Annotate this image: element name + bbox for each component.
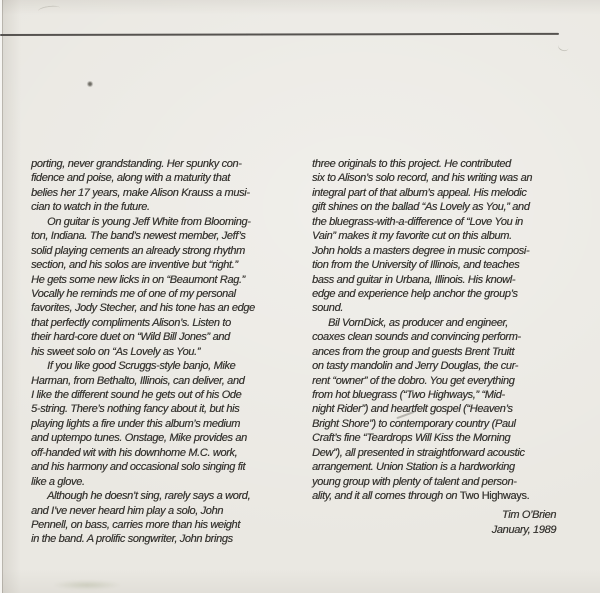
scan-smudge-top xyxy=(38,5,61,15)
text-line: integral part of that album’s appeal. His melodic xyxy=(312,186,527,199)
text-line: Bil VornDick, as producer and engineer, xyxy=(328,316,508,329)
text-line: Bright Shore”) to contemporary country (Paul xyxy=(312,417,516,430)
text-line: off-handed wit with his downhome M.C. work, xyxy=(31,446,238,459)
album-title-roman: Two Highways. xyxy=(459,490,530,503)
signature-block xyxy=(312,508,570,538)
text-line: arrangement. Union Station is a hardworking xyxy=(312,461,515,474)
text-line: six to Alison’s solo record, and his writing was an xyxy=(312,172,532,185)
paragraph xyxy=(312,157,570,316)
paragraph xyxy=(312,316,570,504)
page-edge-line xyxy=(2,0,3,593)
text-line: belies her 17 years, make Alison Krauss a musi- xyxy=(31,186,250,199)
text-line: sound. xyxy=(312,302,343,315)
text-line: young group with plenty of talent and person- xyxy=(312,475,517,488)
dust-speck xyxy=(86,80,94,88)
right-column xyxy=(312,157,570,538)
text-line: from hot bluegrass (“Two Highways,” “Mid- xyxy=(312,389,505,401)
text-line: like a glove. xyxy=(31,475,85,488)
scan-smudge-corner xyxy=(557,41,570,53)
paragraph xyxy=(31,489,289,547)
scan-stain-bottom xyxy=(52,580,122,590)
paragraph xyxy=(31,157,289,215)
text-line: Craft’s fine “Teardrops Will Kiss the Morning xyxy=(312,432,511,445)
text-line: their hard-core duet on “Wild Bill Jones” and xyxy=(31,331,230,344)
text-line: Vain” makes it my favorite cut on this album. xyxy=(312,230,512,243)
text-line: ances from the group and guests Brent Truitt xyxy=(312,345,515,358)
paragraph xyxy=(31,215,289,359)
top-rule xyxy=(0,33,559,36)
text-line: the bluegrass-with-a-difference of “Love You in xyxy=(312,215,523,228)
left-column xyxy=(31,157,289,547)
signature-date: January, 1989 xyxy=(491,523,556,536)
text-line: playing lights a fire under this album’s medium xyxy=(31,417,240,430)
text-line: rent “owner” of the dobro. You get everything xyxy=(312,374,515,387)
text-line: his sweet solo on “As Lovely as You.” xyxy=(31,345,201,358)
text-line: and uptempo tunes. Onstage, Mike provides an xyxy=(31,432,247,445)
text-line: Dew”), all presented in straightforward acoustic xyxy=(312,446,525,459)
text-line: If you like good Scruggs-style banjo, Mike xyxy=(47,360,236,373)
text-line: and I’ve never heard him play a solo, John xyxy=(31,504,223,517)
text-line: bass and guitar in Urbana, Illinois. His knowl- xyxy=(312,273,516,286)
text-line xyxy=(312,489,570,503)
text-line: tion from the University of Illinois, and teaches xyxy=(312,259,520,272)
text-line: 5-string. There’s nothing fancy about it, but his xyxy=(31,403,240,416)
text-line: edge and experience help anchor the group’s xyxy=(312,287,518,300)
text-line: He gets some new licks in on “Beaumont Rag.” xyxy=(31,273,245,286)
right-column-text xyxy=(312,157,570,504)
text-line: section, and his solos are inventive but “right.” xyxy=(31,259,238,272)
text-line: solid playing cements an already strong rhythm xyxy=(31,244,245,257)
text-line: cian to watch in the future. xyxy=(31,201,150,214)
text-line: and his harmony and occasional solo singing fit xyxy=(31,461,246,474)
text-line: porting, never grandstanding. Her spunky con- xyxy=(31,158,242,170)
text-segment: ality, and it all comes through on xyxy=(312,490,460,503)
text-line: in the band. A prolific songwriter, John brings xyxy=(31,533,233,546)
signature-name: Tim O’Brien xyxy=(501,508,556,521)
text-line: John holds a masters degree in music composi- xyxy=(312,244,530,257)
text-line: coaxes clean sounds and convincing perform- xyxy=(312,331,521,344)
text-line: three originals to this project. He contributed xyxy=(312,158,511,170)
text-line: gift shines on the ballad “As Lovely as You,” and xyxy=(312,201,530,214)
text-line: Although he doesn’t sing, rarely says a word, xyxy=(47,490,251,503)
text-line: Harman, from Bethalto, Illinois, can deliver, and xyxy=(31,374,245,387)
text-line: Vocally he reminds me of one of my personal xyxy=(31,287,236,300)
text-line: favorites, Jody Stecher, and his tone has an edge xyxy=(31,302,255,315)
left-column-text xyxy=(31,157,289,547)
text-line: Pennell, on bass, carries more than his weight xyxy=(31,518,240,531)
text-line: on tasty mandolin and Jerry Douglas, the cur- xyxy=(312,360,518,373)
text-line: I like the different sound he gets out of his Ode xyxy=(31,389,242,401)
text-line: fidence and poise, along with a maturity that xyxy=(31,172,230,185)
text-line: On guitar is young Jeff White from Blooming- xyxy=(47,215,251,228)
text-line: that perfectly compliments Alison’s. Listen to xyxy=(31,316,231,329)
text-line: ton, Indiana. The band’s newest member, Jeff’s xyxy=(31,230,246,243)
text-line: night Rider”) and heartfelt gospel (“Heaven’s xyxy=(312,403,513,416)
paragraph xyxy=(31,359,289,489)
